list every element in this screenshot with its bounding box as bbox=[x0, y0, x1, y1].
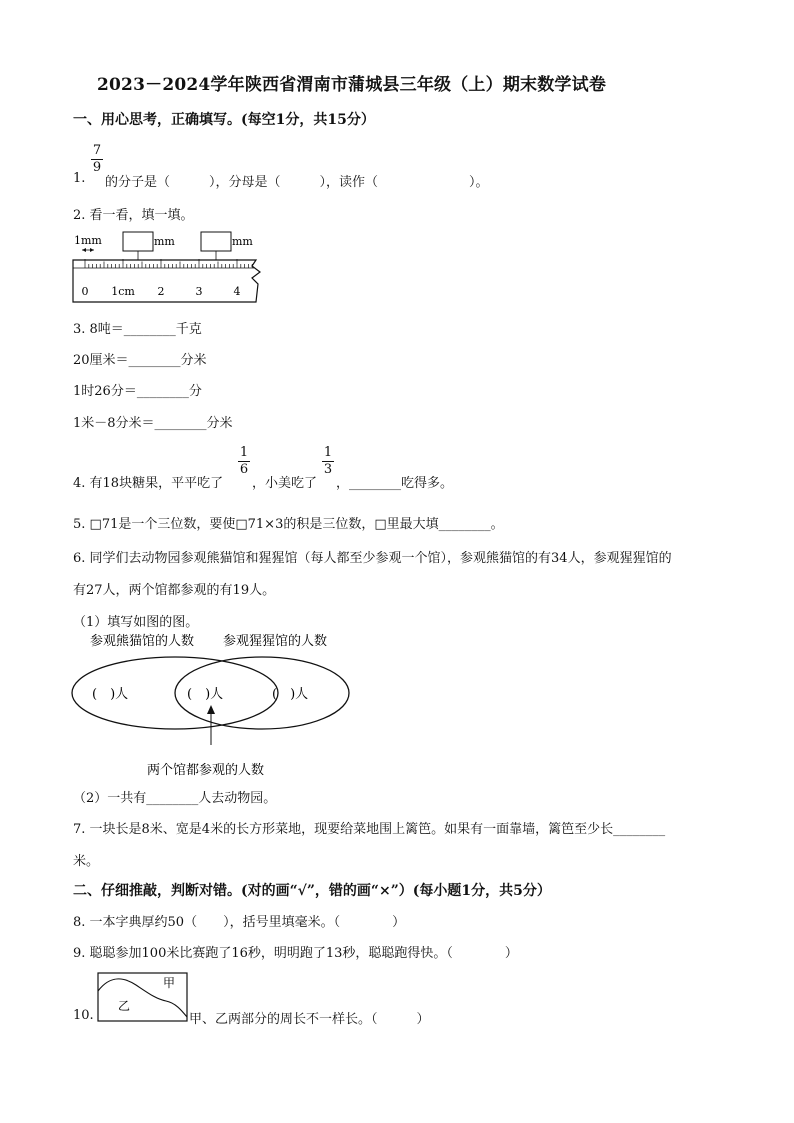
q6-sub-2: （2）一共有________人去动物园。 bbox=[73, 791, 277, 806]
ruler-tick-label: 2 bbox=[157, 285, 165, 298]
ruler-answer-box-2 bbox=[201, 232, 231, 251]
q1-fraction bbox=[91, 144, 103, 175]
q7-line-2: 米。 bbox=[73, 854, 100, 869]
q10-text: 甲、乙两部分的周长不一样长。（ ） bbox=[189, 1012, 430, 1027]
q10-label-jia: 甲 bbox=[163, 976, 176, 990]
ruler-1mm-label: 1mm bbox=[74, 234, 102, 247]
q5-text: 5. □71是一个三位数，要使□71×3的积是三位数，□里最大填________。 bbox=[73, 517, 504, 532]
venn-label-both: 两个馆都参观的人数 bbox=[147, 763, 265, 778]
section-1-heading: 一、用心思考，正确填写。(每空1分，共15分） bbox=[73, 112, 375, 128]
venn-slot-middle: ( )人 bbox=[187, 687, 224, 702]
ruler-tick-label: 0 bbox=[81, 285, 89, 298]
section-2-heading: 二、仔细推敲，判断对错。(对的画“√”，错的画“×”）(每小题1分，共5分） bbox=[73, 883, 551, 899]
q8-text: 8. 一本字典厚约50（ ），括号里填毫米。（ ） bbox=[73, 915, 406, 930]
q10-number: 10. bbox=[73, 1008, 94, 1023]
q4-fraction-1 bbox=[238, 446, 250, 477]
q4-fraction-2 bbox=[322, 446, 334, 477]
ruler-box2-unit: mm bbox=[232, 235, 253, 248]
q3-line-3: 1时26分＝________分 bbox=[73, 384, 202, 399]
venn-diagram bbox=[70, 628, 360, 783]
q2-text: 2. 看一看，填一填。 bbox=[73, 208, 194, 223]
q6-sub-1: （1）填写如图的图。 bbox=[73, 615, 199, 630]
q10-label-yi: 乙 bbox=[118, 999, 131, 1013]
q4-part-3: ，________吃得多。 bbox=[336, 476, 454, 491]
q9-text: 9. 聪聪参加100米比赛跑了16秒，明明跑了13秒，聪聪跑得快。（ ） bbox=[73, 946, 518, 961]
q4-part-1: 4. 有18块糖果，平平吃了 bbox=[73, 476, 224, 491]
q10-figure bbox=[96, 971, 190, 1023]
q1-number: 1. bbox=[73, 171, 86, 186]
q3-line-1: 3. 8吨＝________千克 bbox=[73, 322, 202, 337]
q1-text: 的分子是（ ），分母是（ ），读作（ ）。 bbox=[105, 175, 489, 190]
ruler-box1-unit: mm bbox=[154, 235, 175, 248]
q6-line-1: 6. 同学们去动物园参观熊猫馆和猩猩馆（每人都至少参观一个馆），参观熊猫馆的有34人，参观猩猩馆的 bbox=[73, 551, 672, 566]
page-title: 2023－2024学年陕西省渭南市蒲城县三年级（上）期末数学试卷 bbox=[97, 75, 607, 95]
ruler-figure bbox=[70, 228, 270, 308]
ruler-body bbox=[73, 260, 260, 302]
q7-line-1: 7. 一块长是8米、宽是4米的长方形菜地，现要给菜地围上篱笆。如果有一面靠墙，篱笆至少长________ bbox=[73, 822, 666, 837]
venn-arrow-head bbox=[207, 705, 215, 714]
q3-line-4: 1米－8分米＝________分米 bbox=[73, 416, 233, 431]
ruler-tick-label: 4 bbox=[233, 285, 241, 298]
q4-fraction-2-denominator: 3 bbox=[323, 462, 333, 477]
ruler-tick-label: 1cm bbox=[111, 285, 135, 298]
q4-part-2: ，小美吃了 bbox=[252, 476, 318, 491]
venn-label-panda: 参观熊猫馆的人数 bbox=[90, 634, 195, 649]
venn-slot-left: ( )人 bbox=[92, 687, 129, 702]
q3-line-2: 20厘米＝________分米 bbox=[73, 353, 207, 368]
q4-fraction-1-denominator: 6 bbox=[239, 462, 249, 477]
venn-label-orangutan: 参观猩猩馆的人数 bbox=[223, 634, 328, 649]
ruler-tick-label: 3 bbox=[195, 285, 203, 298]
q4-fraction-2-numerator: 1 bbox=[323, 445, 333, 460]
ruler-answer-box-1 bbox=[123, 232, 153, 251]
venn-slot-right: ( )人 bbox=[272, 687, 309, 702]
q1-fraction-denominator: 9 bbox=[92, 160, 102, 175]
q6-line-2: 有27人，两个馆都参观的有19人。 bbox=[73, 583, 276, 598]
q1-fraction-numerator: 7 bbox=[92, 143, 102, 158]
q4-fraction-1-numerator: 1 bbox=[239, 445, 249, 460]
